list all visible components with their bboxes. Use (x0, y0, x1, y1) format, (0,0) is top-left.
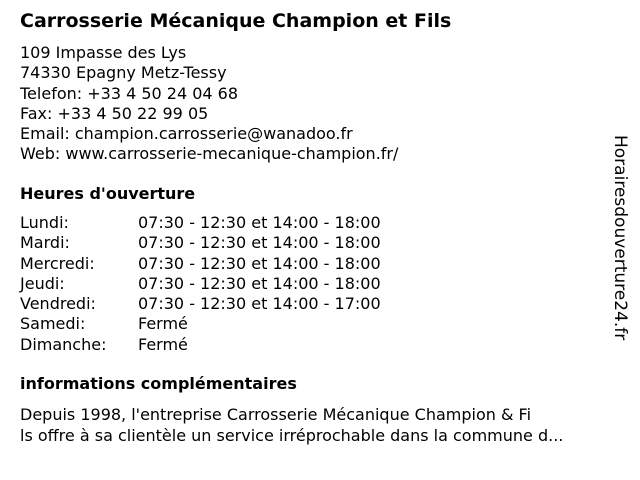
phone-line: Telefon: +33 4 50 24 04 68 (20, 83, 239, 103)
hours-time: Fermé (138, 314, 188, 334)
hours-time: 07:30 - 12:30 et 14:00 - 18:00 (138, 233, 381, 253)
address-line2: 74330 Epagny Metz-Tessy (20, 63, 227, 83)
hours-day: Mercredi: (20, 253, 95, 273)
hours-table (20, 213, 381, 355)
hours-row (20, 274, 381, 294)
info-text (20, 404, 615, 446)
hours-time: 07:30 - 12:30 et 14:00 - 17:00 (138, 294, 381, 314)
hours-heading: Heures d'ouverture (20, 184, 196, 203)
hours-row (20, 254, 381, 274)
business-name: Carrosserie Mécanique Champion et Fils (20, 10, 452, 32)
info-heading: informations complémentaires (20, 374, 297, 393)
email-line: Email: champion.carrosserie@wanadoo.fr (20, 124, 353, 144)
info-line1: Depuis 1998, l'entreprise Carrosserie Mécanique Champion & Fi (20, 405, 532, 424)
hours-time: 07:30 - 12:30 et 14:00 - 18:00 (138, 253, 381, 273)
hours-row (20, 213, 381, 233)
fax-line: Fax: +33 4 50 22 99 05 (20, 103, 209, 123)
info-line2: ls offre à sa clientèle un service irréprochable dans la commune d... (20, 426, 564, 445)
hours-day: Samedi: (20, 314, 86, 334)
hours-row (20, 335, 381, 355)
hours-row (20, 294, 381, 314)
web-line: Web: www.carrosserie-mecanique-champion.fr/ (20, 144, 399, 164)
contact-block (20, 43, 398, 165)
hours-time: 07:30 - 12:30 et 14:00 - 18:00 (138, 213, 381, 232)
hours-row (20, 314, 381, 334)
hours-time: 07:30 - 12:30 et 14:00 - 18:00 (138, 273, 381, 293)
hours-day: Dimanche: (20, 334, 107, 354)
hours-day: Jeudi: (20, 273, 65, 293)
hours-day: Mardi: (20, 233, 70, 253)
site-watermark: Horairesdouverture24.fr (610, 135, 630, 341)
hours-day: Lundi: (20, 213, 69, 232)
hours-time: Fermé (138, 334, 188, 354)
hours-day: Vendredi: (20, 294, 96, 314)
address-line1: 109 Impasse des Lys (20, 43, 187, 62)
hours-row (20, 233, 381, 253)
